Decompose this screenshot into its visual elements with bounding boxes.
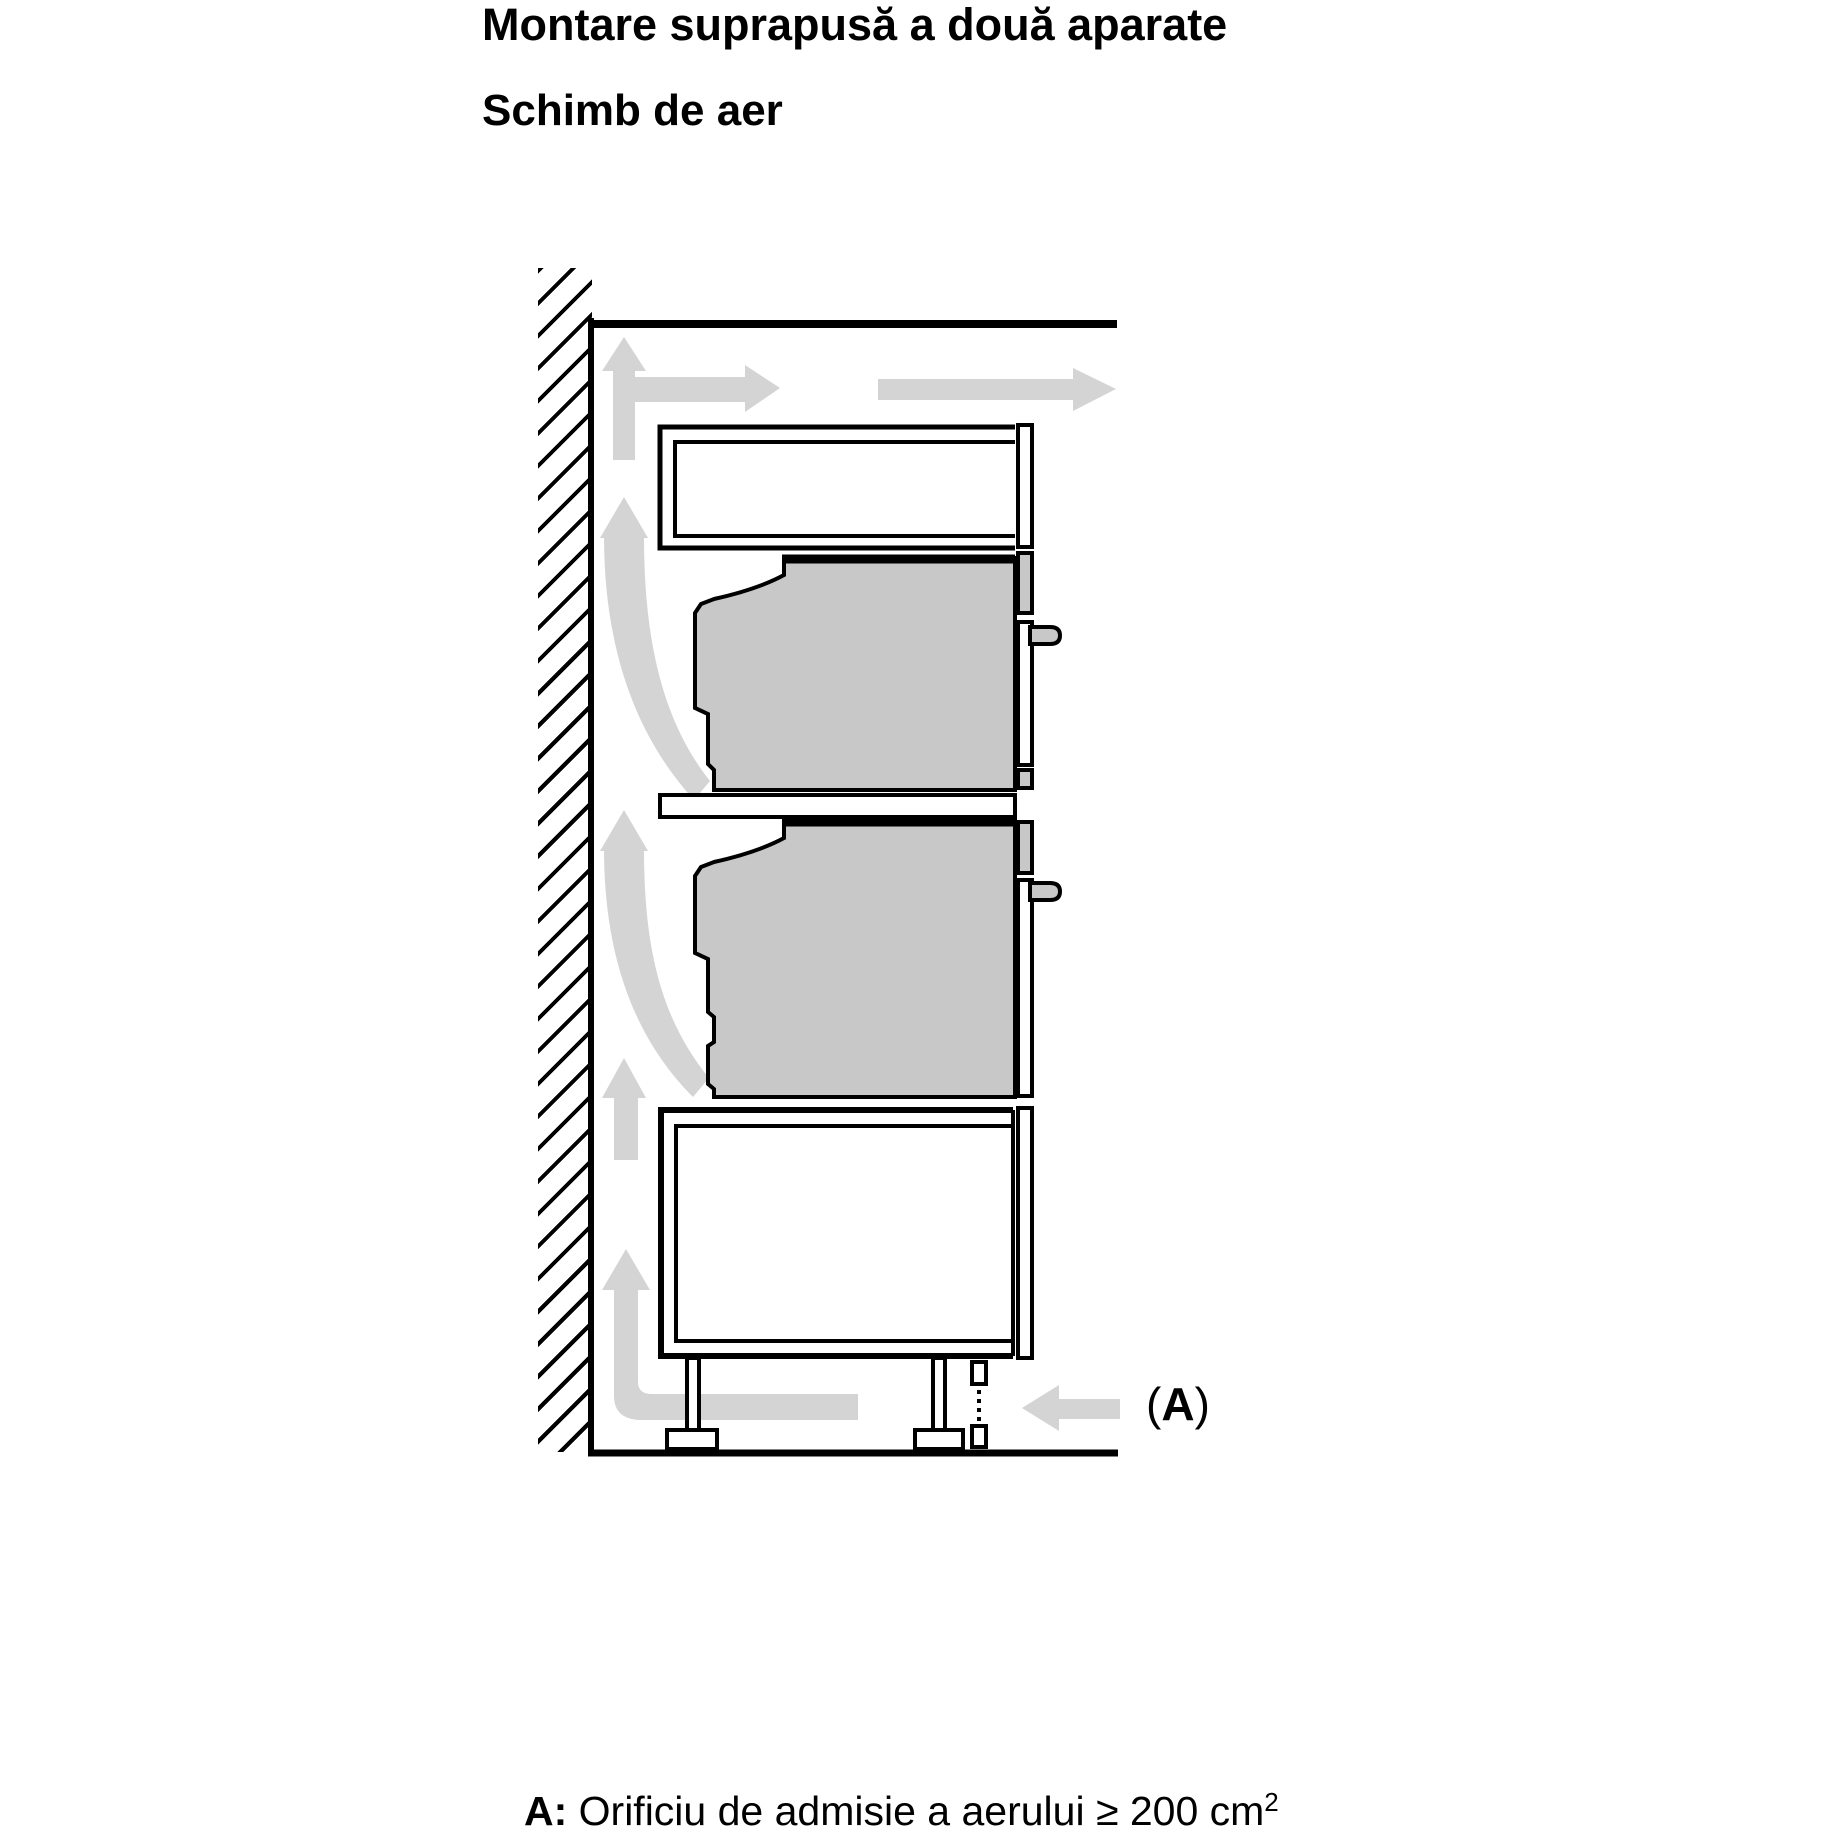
- lower-oven-handle: [1030, 883, 1060, 900]
- page-subtitle: Schimb de aer: [482, 86, 783, 135]
- cabinet-side-panel-top: [1018, 425, 1032, 547]
- air-inlet-label-close-paren: ): [1194, 1378, 1210, 1430]
- cabinet-side-panel-bottom: [1018, 1108, 1032, 1358]
- upper-oven-handle: [1030, 627, 1060, 644]
- air-inlet-left-arrow: [1022, 1385, 1120, 1431]
- lower-oven-door: [1018, 880, 1032, 1096]
- left-leg: [687, 1358, 699, 1431]
- left-foot: [667, 1430, 717, 1449]
- lower-oven: [695, 821, 1060, 1097]
- caption-term: A:: [524, 1788, 568, 1834]
- air-inlet-label-letter: A: [1161, 1378, 1195, 1430]
- air-inlet-label-open-paren: (: [1146, 1378, 1162, 1430]
- upper-oven-panel-strip: [1018, 553, 1032, 613]
- right-foot: [915, 1430, 963, 1449]
- caption-superscript: 2: [1264, 1787, 1279, 1817]
- airflow-curved-up-arrow-lower-oven: [600, 810, 709, 1097]
- height-adjustment-indicator: [972, 1362, 986, 1447]
- airflow-up-arrow-mid: [602, 1058, 646, 1160]
- right-leg: [933, 1358, 945, 1431]
- lower-oven-panel-strip: [1018, 822, 1032, 873]
- airflow-exhaust-right-arrow: [878, 368, 1116, 411]
- upper-oven-bottom-strip: [1018, 770, 1032, 788]
- caption-text: Orificiu de admisie a aerului ≥ 200 cm: [567, 1788, 1265, 1834]
- base-cabinet: [661, 1110, 1013, 1356]
- shelf-between-ovens: [660, 795, 1015, 817]
- page-title: Montare suprapusă a două aparate: [482, 0, 1228, 50]
- airflow-intake-path-arrow: [602, 1249, 858, 1420]
- air-inlet-label: [1146, 1378, 1210, 1430]
- figure-caption: [524, 1788, 1279, 1834]
- top-compartment: [660, 427, 1015, 548]
- upper-oven: [695, 553, 1060, 790]
